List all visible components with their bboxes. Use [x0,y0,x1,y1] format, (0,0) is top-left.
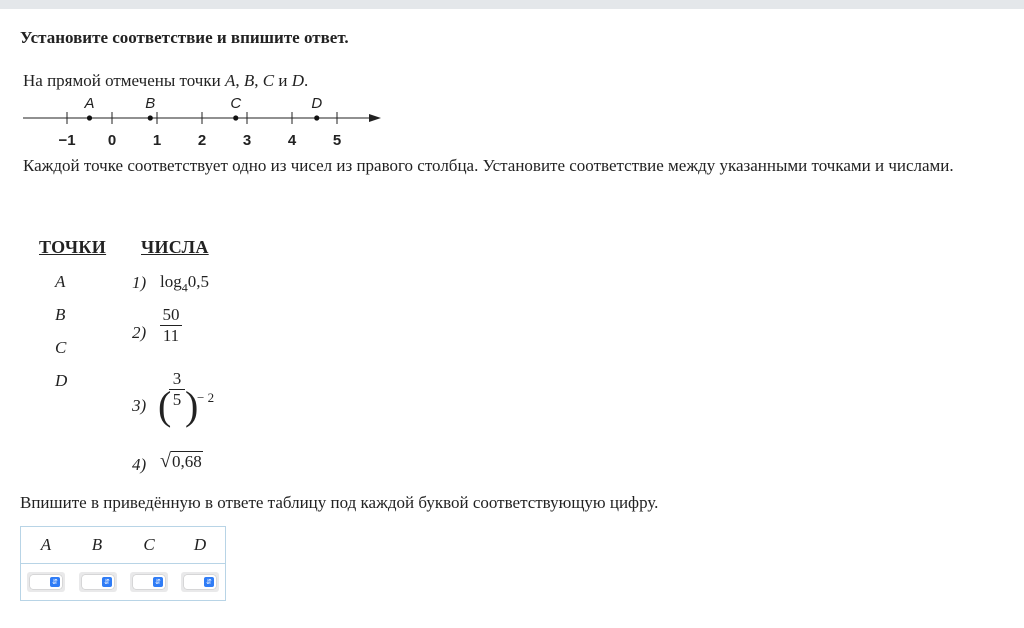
radicand: 0,68 [171,452,202,471]
number-index-3: 3) [132,396,147,415]
number-line-tick-label: 4 [287,132,297,149]
right-paren: ) [185,383,199,428]
intro-and: и [274,71,292,90]
select-chevron-icon[interactable]: ⇵ [102,577,112,587]
intro-point-a: A [224,71,236,90]
answer-header-b: B [91,535,103,554]
log-base: 4 [181,280,188,295]
point-label-d: D [55,371,68,390]
answer-select-row [21,563,225,601]
answer-select-b[interactable] [79,572,117,592]
numbers-column-header: ЧИСЛА [141,237,209,257]
select-chevron-icon[interactable]: ⇵ [153,577,163,587]
answer-select-c[interactable] [130,572,168,592]
number-1-log [160,272,209,295]
number-line-point-label: B [145,95,156,112]
log-argument: 0,5 [187,272,209,291]
answer-header-c: C [143,535,155,554]
number-line-tick-label: −1 [58,132,76,149]
number-index-4: 4) [132,455,147,474]
task-title: Установите соответствие и впишите ответ. [20,28,349,47]
intro-end: . [303,71,309,90]
number-line [0,88,400,152]
number-line-point-label: A [84,95,95,112]
point-label-c: C [55,338,67,357]
answer-table [20,526,226,601]
left-paren: ( [158,383,172,428]
sqrt-icon: √ [160,450,171,472]
number-index-1: 1) [132,273,147,292]
number-index-2: 2) [132,323,147,342]
intro-point-d: D [291,71,304,90]
number-line-tick-label: 0 [107,132,117,149]
number-line-tick-label: 1 [152,132,162,149]
select-chevron-icon[interactable]: ⇵ [50,577,60,587]
select-chevron-icon[interactable]: ⇵ [204,577,214,587]
point-label-b: B [55,305,66,324]
number-line-point [233,115,238,120]
answer-select-d[interactable] [181,572,219,592]
description-text: Каждой точке соответствует одно из чисел из правого столбца. Установите соответствие между указанными точками и числами. [23,156,954,175]
number-line-tick-label: 2 [197,132,207,149]
intro-prefix: На прямой отмечены точки [23,71,225,90]
fraction-50-11 [160,305,182,346]
number-line-point-label: C [230,95,242,112]
fraction-denominator: 5 [169,389,185,410]
fraction-numerator: 50 [162,305,180,324]
number-line-point [148,115,153,120]
log-text: log [160,272,182,291]
intro-point-c: C [262,71,275,90]
answer-header-a: A [40,535,52,554]
number-line-tick-label: 5 [332,132,342,149]
points-column-header: ТОЧКИ [39,237,107,257]
number-line-tick-label: 3 [242,132,252,149]
sqrt-expression [160,450,203,473]
number-line-point [87,115,92,120]
fraction-3-5 [169,369,185,410]
number-line-point-label: D [311,95,323,112]
number-line-arrow-icon [369,114,381,122]
top-bar [0,0,1024,9]
exponent: − 2 [197,390,215,405]
intro-point-b: B [243,71,255,90]
fraction-denominator: 11 [160,325,182,346]
answer-instruction: Впишите в приведённую в ответе таблицу под каждой буквой соответствующую цифру. [20,493,659,512]
number-line-point [314,115,319,120]
answer-select-a[interactable] [27,572,65,592]
fraction-numerator: 3 [172,369,182,388]
answer-header-d: D [193,535,207,554]
intro-sep: , [254,71,263,90]
point-label-a: A [55,272,66,291]
intro-sep: , [235,71,244,90]
